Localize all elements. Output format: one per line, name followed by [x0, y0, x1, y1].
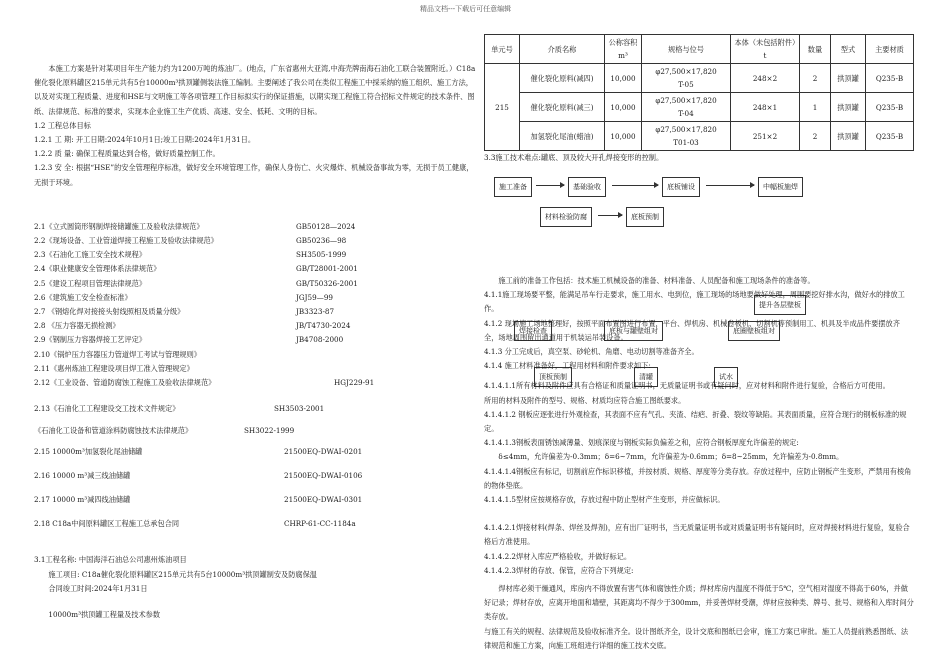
technical-docs-paragraph: 与施工有关的规程、法律规范及验收标准齐全。设计图纸齐全，设计交底和图纸已会审，施工方案已审批。施工人员提前熟悉图纸、法律规范和施工方案，向施工班组进行详细的施工技术交底。 [484, 626, 909, 650]
table-row: 加氢裂化尾油(蜡油) 10,000 φ27,500×17,820 T01-03 251×2 2 拱顶罐 Q235-B [485, 122, 914, 151]
standard-item: 2.2《现场设备、工业管道焊接工程施工及验收法律规范》 GB50236—98 [34, 236, 347, 246]
section-4-1-2: 4.1.2 现场施工场地整理好，按照平面布置图进行布置，平台、焊机房、机械卷板机、切割机等预制用工、机具及半成品件要摆放齐全，场地周围留出通道用于机装运吊装设备。 [484, 318, 900, 342]
contract-date: 合同竣工时间:2024年1月31日 [48, 583, 148, 593]
thickness-tolerance: δ≤4mm，允许偏差为-0.3mm；δ=6~7mm，允许偏差为-0.6mm；δ=8~25mm，允许偏差为-0.8mm。 [498, 452, 844, 462]
section-4-1-4-1-1: 4.1.4.1.1所有材料及附件应具有合格证和质量证明书，无质量证明书或有疑问时，应对材料和附件进行复验，合格后方可使用。 [484, 381, 890, 391]
flow-step: 施工准备 [494, 177, 532, 197]
section-1-2-1: 1.2.1 工 期: 开工日期:2024年10月1日;竣工日期:2024年1月31日。 [34, 135, 256, 145]
table-header: 数量 [800, 35, 831, 64]
standards-list [34, 220, 476, 390]
standard-item: 2.12《工业设备、管道防腐蚀工程施工及验收法律规范》 HGJ229-91 [34, 378, 375, 388]
standard-item: 2.9《钢制压力容器焊接工艺评定》 JB4708-2000 [34, 335, 344, 345]
flow-step: 清罐 [634, 367, 658, 387]
section-4-1-4: 4.1.4 施工材料准备好，工程用材料和附件要求如下: [484, 361, 651, 371]
section-3-1: 3.1工程名称: 中国海洋石油总公司惠州炼油项目 [34, 555, 187, 565]
flow-step: 底板与罐壁组对 [604, 321, 663, 341]
drawing-item: 2.18 C18a中间原料罐区工程施工总承包合同 CHRP-61-CC-1184a [34, 519, 356, 529]
flow-step: 底板预制 [626, 207, 664, 227]
flow-step: 顶板预制 [534, 367, 572, 387]
tank-spec-table [484, 34, 914, 151]
table-header: 单元号 [485, 35, 520, 64]
standard-item: 2.10《锅炉压力容器压力管道焊工考试与管理规则》 [34, 349, 201, 359]
section-4-1-4-1-5: 4.1.4.1.5型材应按规格存放，存放过程中防止型材产生变形，并应做标识。 [484, 495, 725, 505]
flow-step: 焊接检查 [514, 321, 552, 341]
standard-item: 2.7 《钢熔化焊对接接头射线照相及质量分级》 JB3323-87 [34, 307, 335, 317]
table-header: 型式 [831, 35, 866, 64]
standard-item: 2.5《建设工程项目管理法律规范》 GB/T50326-2001 [34, 278, 358, 288]
table-header: 公称容积m³ [605, 35, 642, 64]
prep-paragraph: 施工前的准备工作包括：技术施工机械设备的准备、材料准备、人员配备和施工现场条件的准备等。 [498, 276, 815, 285]
section-4-1-4-1-4: 4.1.4.1.4钢板应有标记，切割前应作标识移植，并按材质、规格、厚度等分类存放。存放过程中，应防止钢板产生变形，严禁用有棱角的物体垫底。 [484, 466, 912, 490]
standard-item: 2.6《建筑施工安全检查标准》 JGJ59—99 [34, 292, 333, 302]
section-4-1-4-2-3: 4.1.4.2.3焊材的存放、保管，应符合下列规定: [484, 565, 634, 575]
flow-step: 中幅板施焊 [758, 177, 803, 197]
standard-item: 《石油化工设备和管道涂料防腐蚀技术法律规范》 SH3022-1999 [34, 426, 295, 436]
table-header: 本体（未包括附件）t [731, 35, 800, 64]
welding-storage-rules: 焊材库必须干燥通风，库房内不得放置有害气体和腐蚀性介质；焊材库房内温度不得低于5℃，空气相对湿度不得高于60%，并做好记录；焊材存放，应离开地面和墙壁，其距离均不得少于300mm，并妥善焊材受潮，焊材应按种类、牌号、批号、规格和入库时间分类存放。 [484, 584, 914, 622]
standard-item: 2.13《石油化工工程建设交工技术文件规定》 SH3503-2001 [34, 404, 325, 414]
preparation-text [484, 274, 914, 653]
table-header: 介质名称 [520, 35, 605, 64]
project-item: 施工项目: C18a催化裂化原料罐区215单元共有5台10000m³拱顶罐制安及防腐保温 [48, 569, 317, 579]
flow-arrow [598, 215, 622, 216]
section-4-1-3: 4.1.3 分工完成后，真空泵、砂轮机、角磨、电动切割等准备齐全。 [484, 347, 699, 357]
flow-step: 底圈壁板组对 [728, 321, 780, 341]
flow-step: 底板铺设 [662, 177, 700, 197]
flow-step: 试水 [714, 367, 738, 387]
flow-arrow [536, 185, 564, 186]
table-row: 催化裂化原料(减三) 10,000 φ27,500×17,820 T-04 248×1 1 拱顶罐 Q235-B [485, 93, 914, 122]
flow-arrow [706, 185, 754, 186]
drawings-list [34, 445, 476, 532]
drawing-item: 2.17 10000 m³减四线油储罐 21500EQ-DWAI-0301 [34, 495, 363, 505]
flow-step: 材料检验防腐 [540, 207, 592, 227]
flow-arrow [612, 185, 658, 186]
page-header: 精品文档---下载后可任意编辑 [420, 5, 512, 13]
table-header: 主要材质 [866, 35, 914, 64]
flow-step: 提升各层壁板 [754, 295, 806, 315]
section-1-2-3: 1.2.3 安 全: 根据“HSE”的安全管理程序标准，做好安全环境管理工作，确保人身伤亡、火灾爆炸、机械设备事故为零，无损于员工健康，无损于环境。 [34, 163, 474, 187]
section-1-2-2: 1.2.2 质 量: 确保工程质量达到合格，做好质量控制工作。 [34, 149, 220, 159]
section-4-1-1: 4.1.1施工现场要平整，能满足吊车行走要求，施工用水、电到位，施工现场的场地要做好处理，周围要挖好排水沟，做好水的排放工作。 [484, 290, 905, 314]
table-row: 215 催化裂化原料(减四) 10,000 φ27,500×17,820 T-05 248×2 2 拱顶罐 Q235-B [485, 64, 914, 93]
drawing-item: 2.15 10000m³加氢裂化尾油储罐 21500EQ-DWAI-0201 [34, 446, 363, 456]
left-column [34, 62, 476, 622]
standard-item: 2.11《惠州炼油工程建设项目焊工准入管理规定》 [34, 363, 194, 373]
section-1-2: 1.2 工程总体目标 [34, 120, 91, 130]
flow-step: 基础验收 [568, 177, 606, 197]
table-header: 规格与位号 [642, 35, 731, 64]
standard-item: 2.3《石油化工施工安全技术规程》 SH3505-1999 [34, 250, 347, 260]
unit-cell: 215 [485, 64, 520, 151]
standard-item: 2.8 《压力容器无损检测》 JB/T4730-2024 [34, 321, 351, 331]
section-3-3: 3.3施工技术难点:罐底、顶及较大开孔焊接变形的控制。 [484, 153, 664, 162]
section-4-1-4-1-3: 4.1.4.1.3钢板表面锈蚀减薄量、划痕深度与钢板实际负偏差之和，应符合钢板厚度允许偏差的规定: [484, 438, 799, 448]
table-header-row [485, 35, 914, 64]
section-4-1-4-2-2: 4.1.4.2.2焊材入库应严格验收，并做好标记。 [484, 551, 632, 561]
standard-item: 2.4《职业健康安全管理体系法律规范》 GB/T28001-2001 [34, 264, 358, 274]
right-column [484, 34, 916, 650]
section-4-1-4-2-1: 4.1.4.2.1焊接材料(焊条、焊丝及焊剂)，应有出厂证明书，当无质量证明书或对质量证明书有疑问时，应对焊接材料进行复验，复验合格后方准使用。 [484, 523, 910, 547]
intro-paragraph: 本施工方案是针对某项目年生产能力约为1200万吨的炼油厂。(地点，广东省惠州大亚湾,中海壳牌南海石油化工联合装置附近。）C18a催化裂化原料罐区215单元共有5台10000m³拱顶罐侧装法施工编制。主要阐述了我公司在类似工程施工中採采纳的施工组织、施工方法，以及对实现工程质量、进度和HSE与文明施工等各项管理工作目标拟实行的保证措施，以期实现工程施工符合招标文件规定的技术条件、图纸、法律规范、标准的要求，实现本企业施工生产优质、高速、安全、低耗、文明的目标。 [34, 64, 476, 116]
material-spec-note: 所用的材料及附件的型号、规格、材质均应符合施工图纸要求。 [484, 395, 686, 405]
standard-item: 2.1《立式圆筒形钢制焊接储罐施工及验收法律规范》 GB50128—2024 [34, 221, 356, 231]
section-4-1-4-1-2: 4.1.4.1.2 钢板应逐张进行外观检查，其表面不应有气孔、夹渣、结疤、折叠、裂纹等缺陷。其表面质量，应符合现行的钢板标准的规定。 [484, 409, 907, 434]
tank-params-title: 10000m³拱顶罐工程量及技术参数 [48, 610, 161, 620]
drawing-item: 2.16 10000 m³减三线油储罐 21500EQ-DWAI-0106 [34, 470, 363, 480]
